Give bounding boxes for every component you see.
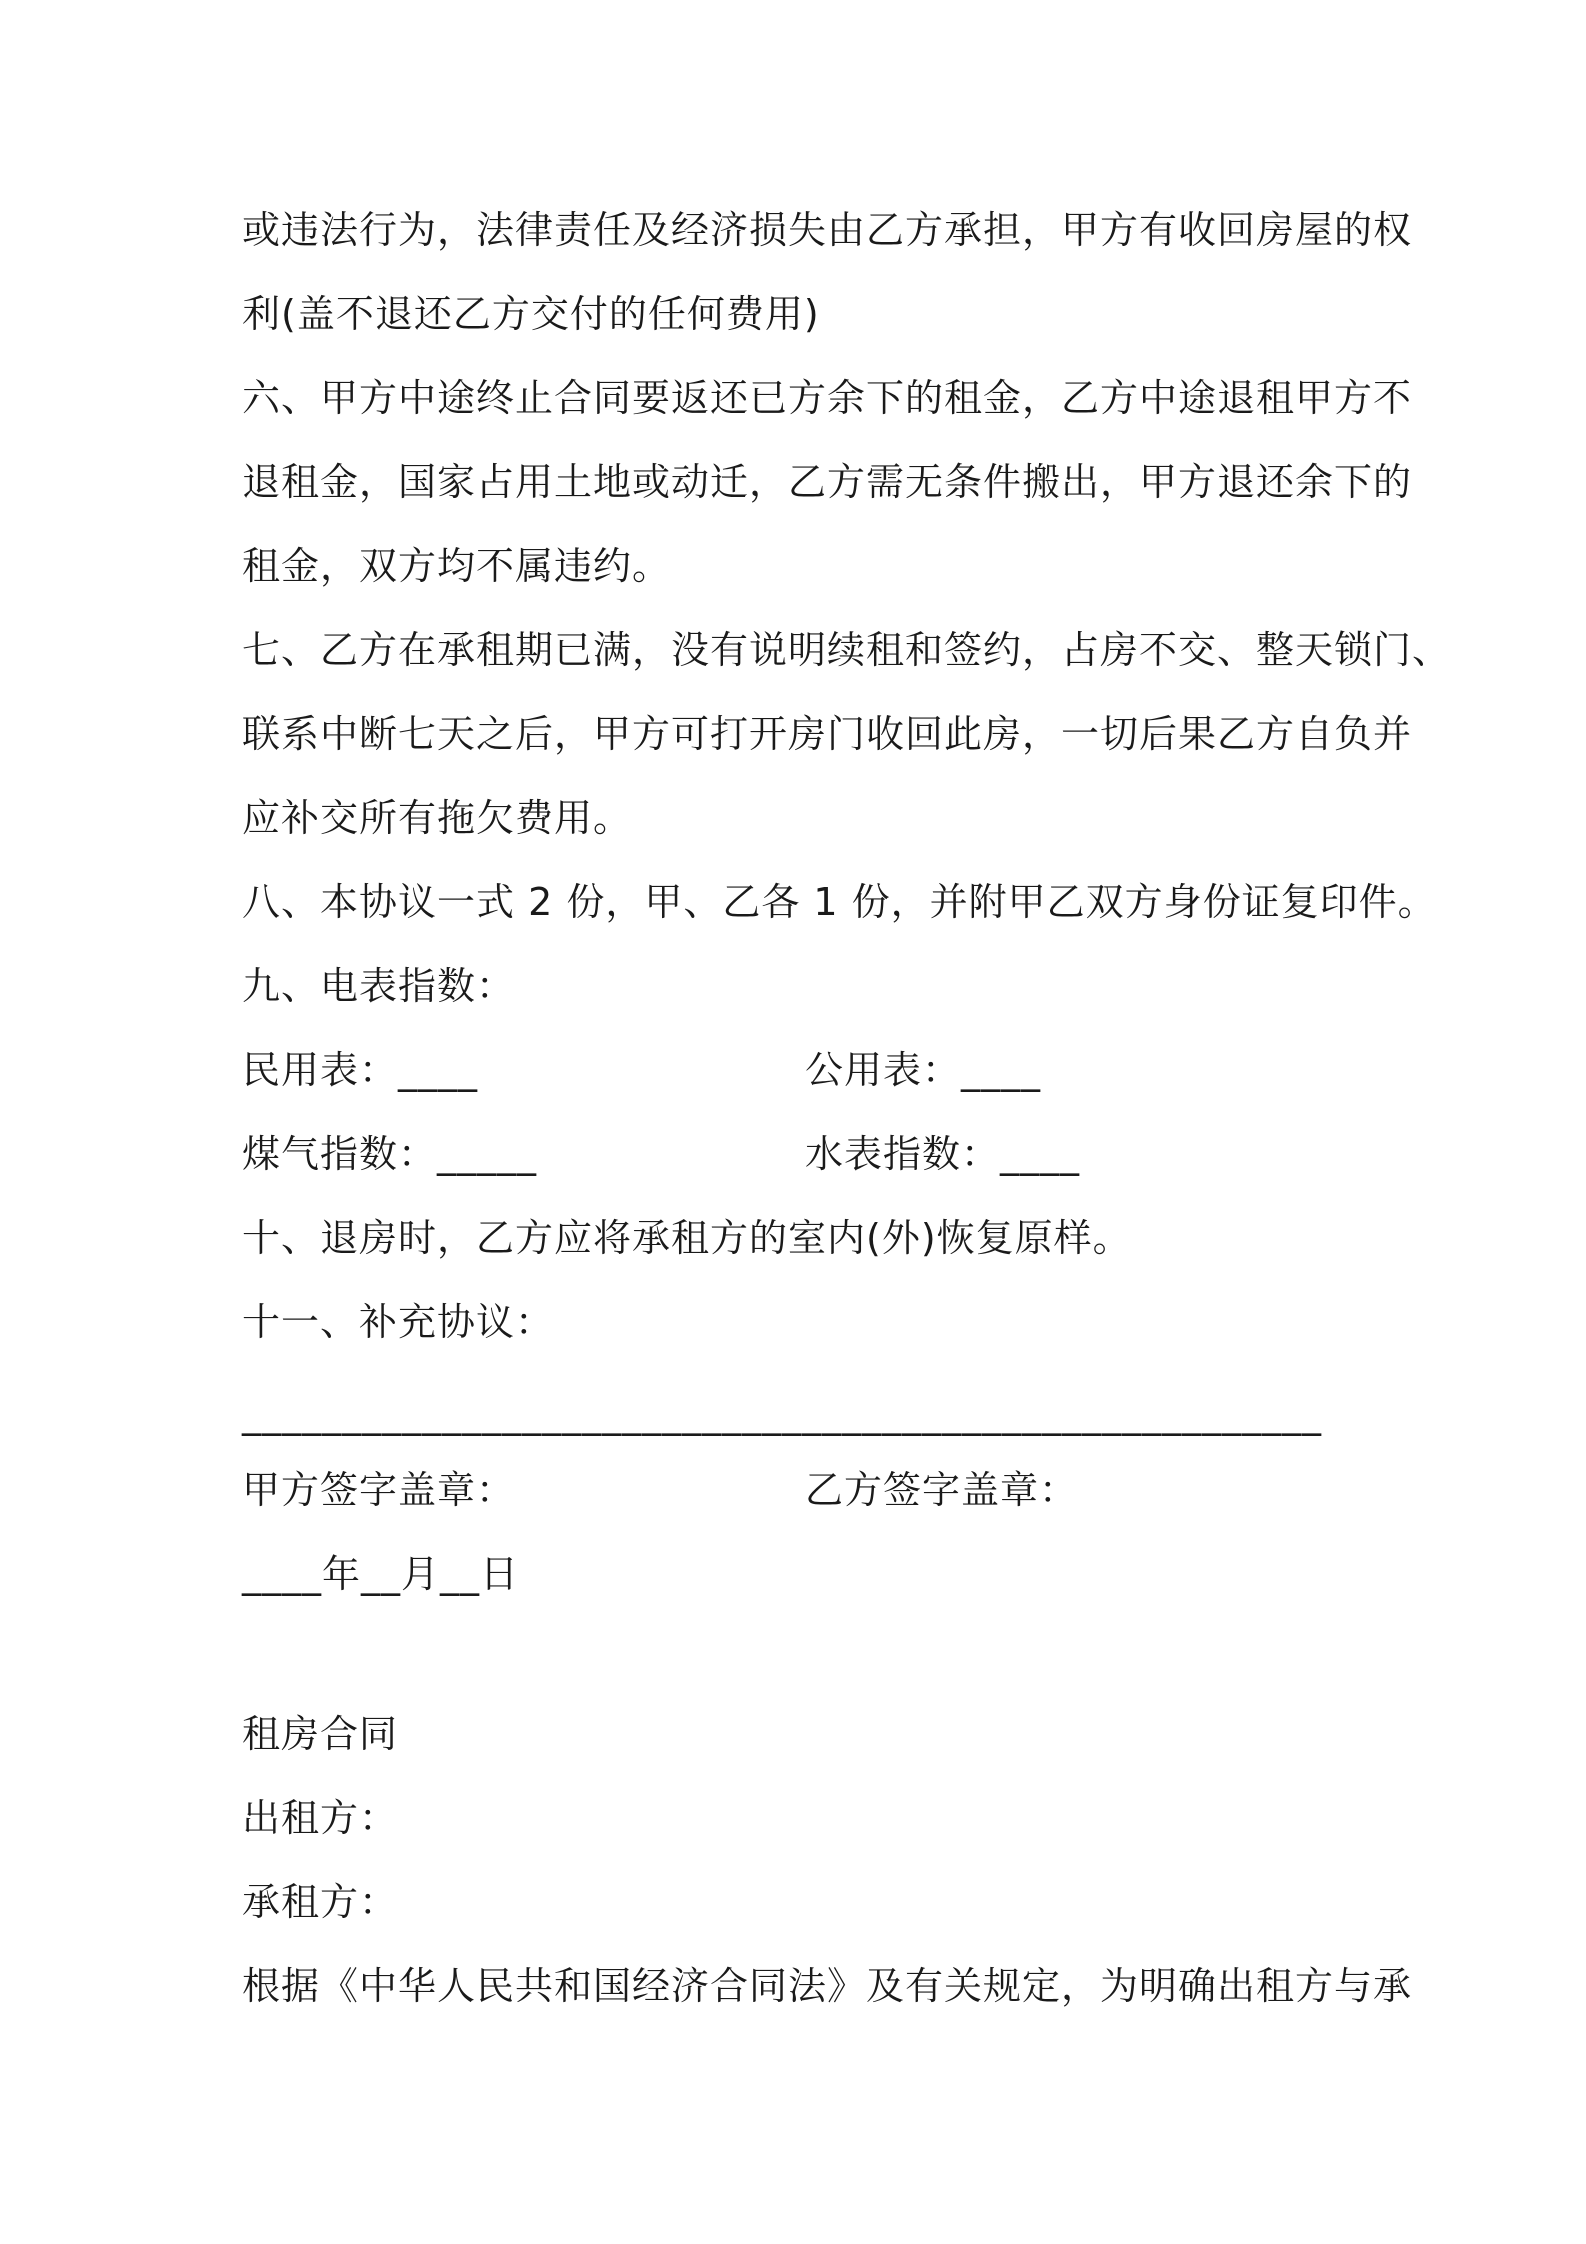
clause-5-line-1: 或违法行为，法律责任及经济损失由乙方承担，甲方有收回房屋的权	[242, 208, 1413, 252]
clause-5-line-2: 利(盖不退还乙方交付的任何费用)	[242, 292, 820, 336]
clause-6-line-3: 租金，双方均不属违约。	[242, 544, 672, 588]
clause-6-line-1: 六、甲方中途终止合同要返还已方余下的租金，乙方中途退租甲方不	[242, 376, 1413, 420]
clause-10: 十、退房时，乙方应将承租方的室内(外)恢复原样。	[242, 1216, 1132, 1260]
contract-intro: 根据《中华人民共和国经济合同法》及有关规定，为明确出租方与承	[242, 1964, 1413, 2008]
party-b-signature: 乙方签字盖章：	[805, 1468, 1079, 1512]
clause-7-line-1: 七、乙方在承租期已满，没有说明续租和签约，占房不交、整天锁门、	[242, 628, 1452, 672]
signature-date: ____年__月__日	[242, 1552, 520, 1596]
clause-6-line-2: 退租金，国家占用土地或动迁，乙方需无条件搬出，甲方退还余下的	[242, 460, 1413, 504]
gas-meter-field: 煤气指数：_____	[242, 1132, 538, 1176]
clause-7-line-2: 联系中断七天之后，甲方可打开房门收回此房，一切后果乙方自负并	[242, 712, 1413, 756]
civil-meter-field: 民用表：____	[242, 1048, 479, 1092]
clause-7-line-3: 应补交所有拖欠费用。	[242, 796, 633, 840]
public-meter-field: 公用表：____	[805, 1048, 1042, 1092]
clause-11: 十一、补充协议：	[242, 1300, 555, 1344]
clause-9: 九、电表指数：	[242, 964, 516, 1008]
clause-8: 八、本协议一式 2 份，甲、乙各 1 份，并附甲乙双方身份证复印件。	[242, 880, 1437, 924]
lessor-field: 出租方：	[242, 1796, 399, 1840]
water-meter-field: 水表指数：____	[805, 1132, 1081, 1176]
contract-title: 租房合同	[242, 1712, 399, 1756]
supplement-blank-line: ______________________________________________________	[242, 1392, 1322, 1436]
party-a-signature: 甲方签字盖章：	[242, 1468, 516, 1512]
lessee-field: 承租方：	[242, 1880, 399, 1924]
